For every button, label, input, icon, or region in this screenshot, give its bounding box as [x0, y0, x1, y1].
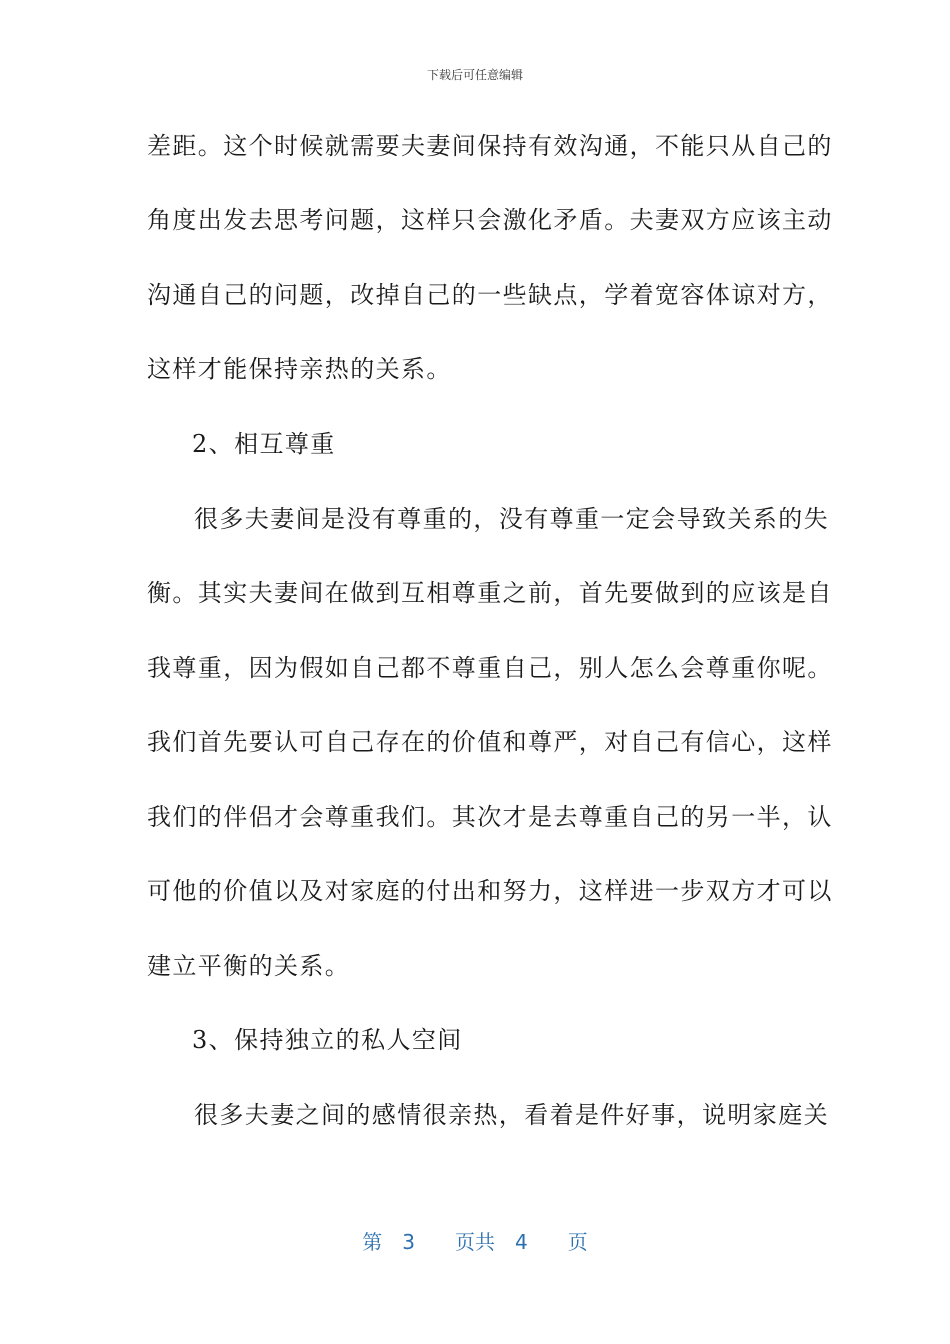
page-header-note: 下载后可任意编辑 [426, 68, 523, 82]
footer-prefix: 第 [362, 1230, 383, 1254]
footer-suffix: 页 [567, 1230, 588, 1254]
body-line: 差距。这个时候就需要夫妻间保持有效沟通，不能只从自己的 [147, 132, 833, 160]
body-line: 角度出发去思考问题，这样只会激化矛盾。夫妻双方应该主动 [147, 206, 833, 234]
body-line: 我尊重，因为假如自己都不尊重自己，别人怎么会尊重你呢。 [147, 654, 833, 682]
body-line: 很多夫妻之间的感情很亲热，看着是件好事，说明家庭关 [194, 1101, 829, 1129]
footer-current-page: 3 [402, 1230, 415, 1254]
body-line: 可他的价值以及对家庭的付出和努力，这样进一步双方才可以 [147, 877, 833, 905]
body-line: 这样才能保持亲热的关系。 [147, 355, 452, 383]
footer-middle: 页共 [455, 1230, 495, 1254]
section-heading: 3、保持独立的私人空间 [192, 1026, 463, 1054]
body-line: 我们的伴侣才会尊重我们。其次才是去尊重自己的另一半，认 [147, 803, 833, 831]
body-line: 衡。其实夫妻间在做到互相尊重之前，首先要做到的应该是自 [147, 579, 833, 607]
body-line: 很多夫妻间是没有尊重的，没有尊重一定会导致关系的失 [194, 505, 829, 533]
body-line: 我们首先要认可自己存在的价值和尊严，对自己有信心，这样 [147, 728, 833, 756]
body-line: 沟通自己的问题，改掉自己的一些缺点，学着宽容体谅对方， [147, 281, 833, 309]
body-line: 建立平衡的关系。 [147, 952, 351, 980]
footer-total-pages: 4 [515, 1230, 528, 1254]
section-heading: 2、相互尊重 [192, 430, 336, 458]
page-footer [0, 1226, 950, 1255]
